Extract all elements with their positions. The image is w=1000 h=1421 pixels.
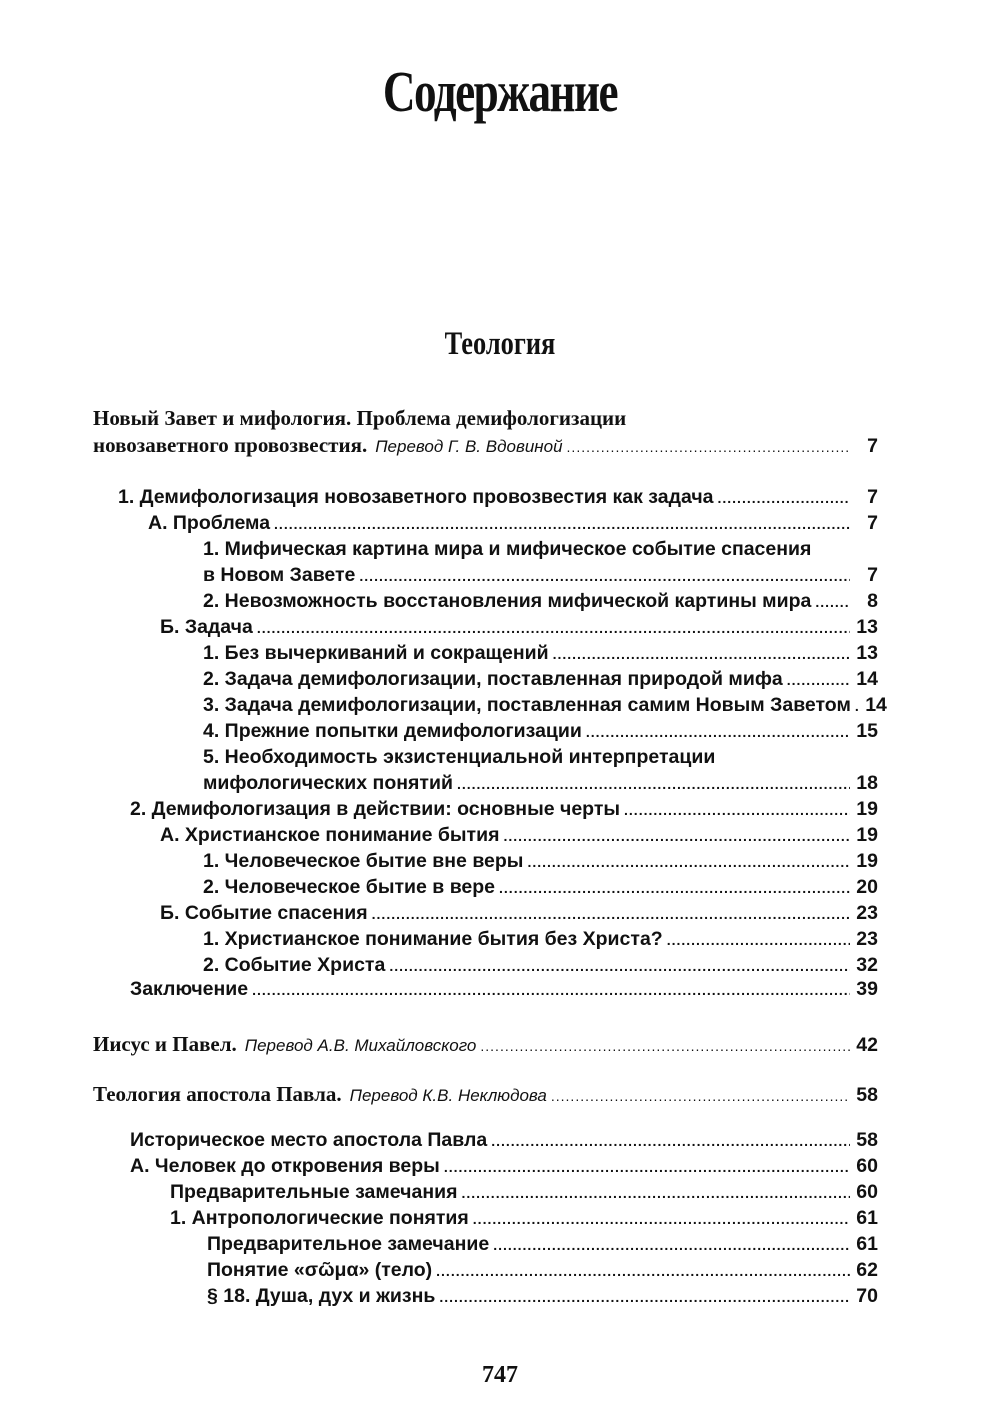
toc-entry[interactable] (0, 770, 1000, 796)
page-number: 58 (856, 1084, 878, 1106)
leader-dots (553, 641, 850, 667)
toc-entry[interactable] (0, 1153, 1000, 1179)
page-number: 70 (856, 1285, 878, 1307)
work-title-line: Новый Завет и мифология. Проблема демифологизации (93, 406, 627, 430)
page-number: 7 (867, 512, 878, 534)
page-number-footer: 747 (482, 1362, 518, 1388)
page-number: 32 (856, 954, 878, 976)
toc-entry[interactable] (0, 562, 1000, 588)
toc-entry[interactable] (0, 874, 1000, 900)
entry-label: 2. Событие Христа (203, 954, 386, 976)
leader-dots (586, 719, 850, 745)
page-number: 23 (856, 928, 878, 950)
leader-dots (567, 434, 850, 460)
entry-label: мифологических понятий (203, 772, 453, 794)
entry-label: Предварительные замечания (170, 1181, 458, 1203)
page-number: 7 (867, 486, 878, 508)
entry-label: Предварительное замечание (207, 1233, 490, 1255)
toc-entry[interactable] (0, 640, 1000, 666)
toc-entry[interactable] (0, 926, 1000, 952)
leader-dots (444, 1154, 850, 1180)
page-number: 61 (856, 1233, 878, 1255)
page-number: 61 (856, 1207, 878, 1229)
leader-dots (499, 875, 850, 901)
entry-label: Б. Событие спасения (160, 902, 368, 924)
toc-entry[interactable] (0, 666, 1000, 692)
leader-dots (480, 1033, 850, 1059)
toc-entry[interactable] (0, 1205, 1000, 1231)
leader-dots (815, 589, 850, 615)
leader-dots (491, 1128, 850, 1154)
page-number: 13 (856, 616, 878, 638)
leader-dots (551, 1083, 850, 1109)
toc-entry-work1[interactable] (0, 432, 1000, 458)
translator: Перевод Г. В. Вдовиной (375, 437, 563, 456)
toc-entry[interactable] (0, 900, 1000, 926)
toc-entry[interactable] (0, 1127, 1000, 1153)
leader-dots (503, 823, 850, 849)
toc-entry[interactable] (0, 614, 1000, 640)
leader-dots (787, 667, 850, 693)
page-number: 60 (856, 1181, 878, 1203)
page-number: 7 (867, 435, 878, 457)
work-title: Иисус и Павел. (93, 1032, 237, 1056)
leader-dots (624, 797, 850, 823)
entry-label: 1. Антропологические понятия (170, 1207, 469, 1229)
page-number: 62 (856, 1259, 878, 1281)
toc-entry[interactable] (0, 510, 1000, 536)
toc-entry[interactable] (0, 796, 1000, 822)
toc-entry[interactable] (0, 692, 1000, 718)
entry-label: 3. Задача демифологизации, поставленная самим Новым Заветом (203, 694, 851, 716)
toc-entry[interactable] (0, 822, 1000, 848)
leader-dots (493, 1232, 850, 1258)
leader-dots (855, 693, 859, 719)
work-title: новозаветного провозвестия. (93, 433, 368, 457)
toc-entry[interactable] (0, 1231, 1000, 1257)
page-number: 58 (856, 1129, 878, 1151)
page-number: 14 (856, 668, 878, 690)
entry-label: А. Проблема (148, 512, 271, 534)
toc-entry-work3[interactable] (0, 1081, 1000, 1107)
page-number: 7 (867, 564, 878, 586)
page-number: 8 (867, 590, 878, 612)
toc-entry[interactable] (0, 1257, 1000, 1283)
entry-label: 1. Человеческое бытие вне веры (203, 850, 524, 872)
entry-label: 1. Демифологизация новозаветного провозвестия как задача (118, 486, 714, 508)
leader-dots (527, 849, 850, 875)
leader-dots (439, 1284, 850, 1310)
page-number: 13 (856, 642, 878, 664)
page-number: 60 (856, 1155, 878, 1177)
page-number: 20 (856, 876, 878, 898)
leader-dots (274, 511, 850, 537)
entry-label: 2. Невозможность восстановления мифической картины мира (203, 590, 812, 612)
work-title: Теология апостола Павла. (93, 1082, 342, 1106)
page-number: 23 (856, 902, 878, 924)
toc-entry[interactable] (0, 588, 1000, 614)
translator: Перевод А.В. Михайловского (244, 1036, 477, 1055)
leader-dots (252, 977, 850, 1003)
entry-label: Понятие «σῶμα» (тело) (207, 1259, 433, 1281)
leader-dots (436, 1258, 850, 1284)
toc-entry[interactable] (0, 976, 1000, 1002)
entry-label: 2. Демифологизация в действии: основные черты (130, 798, 621, 820)
leader-dots (461, 1180, 850, 1206)
toc-entry[interactable] (0, 484, 1000, 510)
entry-label: А. Христианское понимание бытия (160, 824, 500, 846)
page-number: 42 (856, 1034, 878, 1056)
toc-entry-work2[interactable] (0, 1031, 1000, 1057)
entry-label-line: 5. Необходимость экзистенциальной интерпретации (203, 746, 716, 768)
leader-dots (473, 1206, 850, 1232)
entry-label-line: 1. Мифическая картина мира и мифическое событие спасения (203, 538, 812, 560)
toc-entry[interactable] (0, 952, 1000, 978)
leader-dots (457, 771, 850, 797)
leader-dots (718, 485, 851, 511)
toc-entry[interactable] (0, 1283, 1000, 1309)
page-number: 19 (856, 798, 878, 820)
page-number: 19 (856, 824, 878, 846)
page-number: 19 (856, 850, 878, 872)
entry-label: 1. Без вычеркиваний и сокращений (203, 642, 549, 664)
entry-label: 2. Человеческое бытие в вере (203, 876, 496, 898)
leader-dots (359, 563, 850, 589)
entry-label: 1. Христианское понимание бытия без Христа? (203, 928, 663, 950)
entry-label: § 18. Душа, дух и жизнь (207, 1285, 436, 1307)
entry-label: А. Человек до откровения веры (130, 1155, 440, 1177)
entry-label: Историческое место апостола Павла (130, 1129, 488, 1151)
entry-label: 2. Задача демифологизации, поставленная природой мифа (203, 668, 783, 690)
entry-label: Б. Задача (160, 616, 253, 638)
toc-entry[interactable] (0, 1179, 1000, 1205)
page-title: Содержание (382, 59, 618, 124)
page-number: 18 (856, 772, 878, 794)
entry-label: в Новом Завете (203, 564, 356, 586)
toc-entry[interactable] (0, 718, 1000, 744)
translator: Перевод К.В. Неклюдова (349, 1086, 547, 1105)
page-number: 14 (865, 694, 887, 716)
entry-label: Заключение (130, 978, 249, 1000)
leader-dots (667, 927, 850, 953)
page-number: 15 (856, 720, 878, 742)
toc-entry[interactable] (0, 848, 1000, 874)
page-number: 39 (856, 978, 878, 1000)
leader-dots (257, 615, 850, 641)
section-title: Теология (444, 326, 556, 362)
entry-label: 4. Прежние попытки демифологизации (203, 720, 582, 742)
leader-dots (372, 901, 850, 927)
